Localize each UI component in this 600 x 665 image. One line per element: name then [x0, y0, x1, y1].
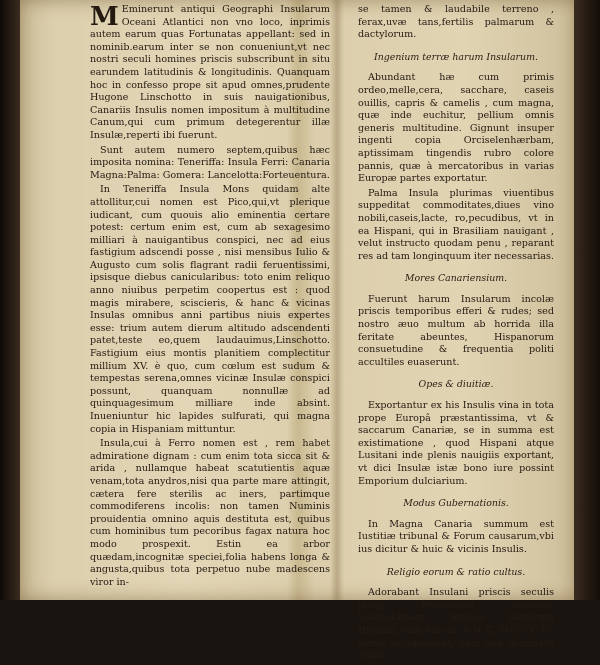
paragraph-ferro: Insula,cui à Ferro nomen est , rem habet admiratione dignam : cum enim tota sicca sit & arida , nullamque habeat scatutientis aquæ venam,tota anydros,nisi qua parte mare attingit, cætera fere sterilis ac iners, partimque commodiferens incolis: non tamen Numinis prouidentia omnino aquis destituta est, quibus cum hominibus tum pecoribus fagax natura hoc modo prospexit. Estin ea arbor quædam,incognitæ speciei,folia habens longa & angusta,quibus tota perpetuo nube madescens viror in- [90, 438, 330, 588]
left-column [90, 4, 330, 591]
section-heading-religion: Religio eorum & ratio cultus. [386, 566, 526, 578]
book-edge-left [0, 0, 20, 600]
paragraph-continued: se tamen & laudabile terreno , ferax,uvæ tans,fertilis palmarum & dactylorum. [358, 4, 554, 41]
paragraph-teneriffa: In Teneriffa Insula Mons quidam alte attollitur,cui nomen est Pico,qui,vt plerique iudicant, cum quouis alio eminentia certare potest: certum enim est, cum ab sexagesimo milliari à nauigantibus conspici, nec ad eius fastigium adscendi posse , nisi mensibus Iulio & Augusto cum solis flagrant radii feruentissimi, ipsisque diebus canicularibus: toto enim reliquo anno niuibus perpetim coopertus est : quod magis mirabere, sciscieris, & hanc & vicinas Insulas omnibus anni partibus niuis expertes esse: trium autem dierum altitudo adscendenti patet,teste eo,quem laudauimus,Linschotto. Fastigium eius montis planitiem complectitur millium XV. è quo, cum cœlum est sudum & tempestas serena,omnes vicinæ Insulæ conspici possunt, quanquam nonnullæ ad quinquagesimum milliare inde absint. Inueniuntur hic lapides sulfurati, qui magna copia in Hispaniam mittuntur. [90, 184, 330, 435]
paragraph-religion: Adorabant Insulani priscis seculis proq; Numinibus colebant Solem,Lunam, Stellas: Cæterum Hispani, cum eas an. A N. C. MCCCC IV. armis occupassent, cum suo dominatu etiam [358, 587, 554, 662]
paragraph-soil: Abundant hæ cum primis ordeo,melle,cera, sacchare, caseis ouillis, capris & camelis , cum magna, quæ inde euchitur, pellium omnis generis multitudine. Gignunt insuper ingenti copia Orciselenhærbam, aptissimam tingendis rubro colore pannis, quæ à mercatoribus in varias Europæ partes exportatur. [358, 72, 554, 185]
paragraph-intro-text: Eminerunt antiqui Geographi Insularum Oceani Atlantici non vno loco, inprimis autem earum quas Fortunatas appellant: sed in nominib.earum inter se non conueniunt,vt nec nostri seculi homines priscis subscribunt in situ earundem latitudinis & longitudinis. Quanquam hoc in confesso prope sit apud omnes,prudente Hugone Linschotto in suis nauigationibus, Canariis Insulis nomen impositum à multitudine Canum,qui cum primum detegerentur illæ Insulæ,reperti ibi fuerunt. [90, 4, 330, 141]
drop-cap: M [90, 2, 119, 32]
paragraph-customs: Fuerunt harum Insularum incolæ priscis temporibus efferi & rudes; sed nostro æuo multum ab horrida illa feritate abeuntes, Hispanorum consuetudine & frequentia politi accultiles euaserunt. [358, 293, 554, 368]
paragraph-government: In Magna Canaria summum est Iustitiæ tribunal & Forum causarum,vbi ius dicitur & huic & vicinis Insulis. [358, 518, 554, 555]
section-heading-government: Modus Gubernationis. [403, 498, 509, 510]
section-heading-customs: Mores Canariensium. [404, 273, 508, 285]
paragraph-wealth: Exportantur ex his Insulis vina in tota prope Europâ præstantissima, vt & saccarum Canariæ, se in summa est existimatione , quod Hispani atque Lusitani inde plenis nauigiis exportant, vt dici Insulæ istæ bono iure possint Emporium dulciarium. [358, 400, 554, 487]
page-fold [330, 0, 344, 600]
book-edge-right [574, 0, 600, 600]
section-heading-wealth: Opes & diuitiæ. [418, 379, 494, 391]
paragraph-palma: Palma Insula plurimas viuentibus suppeditat commoditates,diues vino nobili,caseis,lacte, ro,pecudibus, vt in ea Hispani, qui in Brasiliam nauigant , velut instructo quodam penu , reparant res ad tam longinquum iter necessarias. [358, 187, 554, 262]
section-heading-soil: Ingenium terræ harum Insularum. [374, 51, 538, 63]
right-column [358, 4, 554, 665]
paragraph-intro [90, 4, 330, 143]
paragraph-names: Sunt autem numero septem,quibus hæc imposita nomina: Teneriffa: Insula Ferri: Canaria Magna:Palma: Gomera: Lancelotta:Forteuentura. [90, 144, 330, 181]
